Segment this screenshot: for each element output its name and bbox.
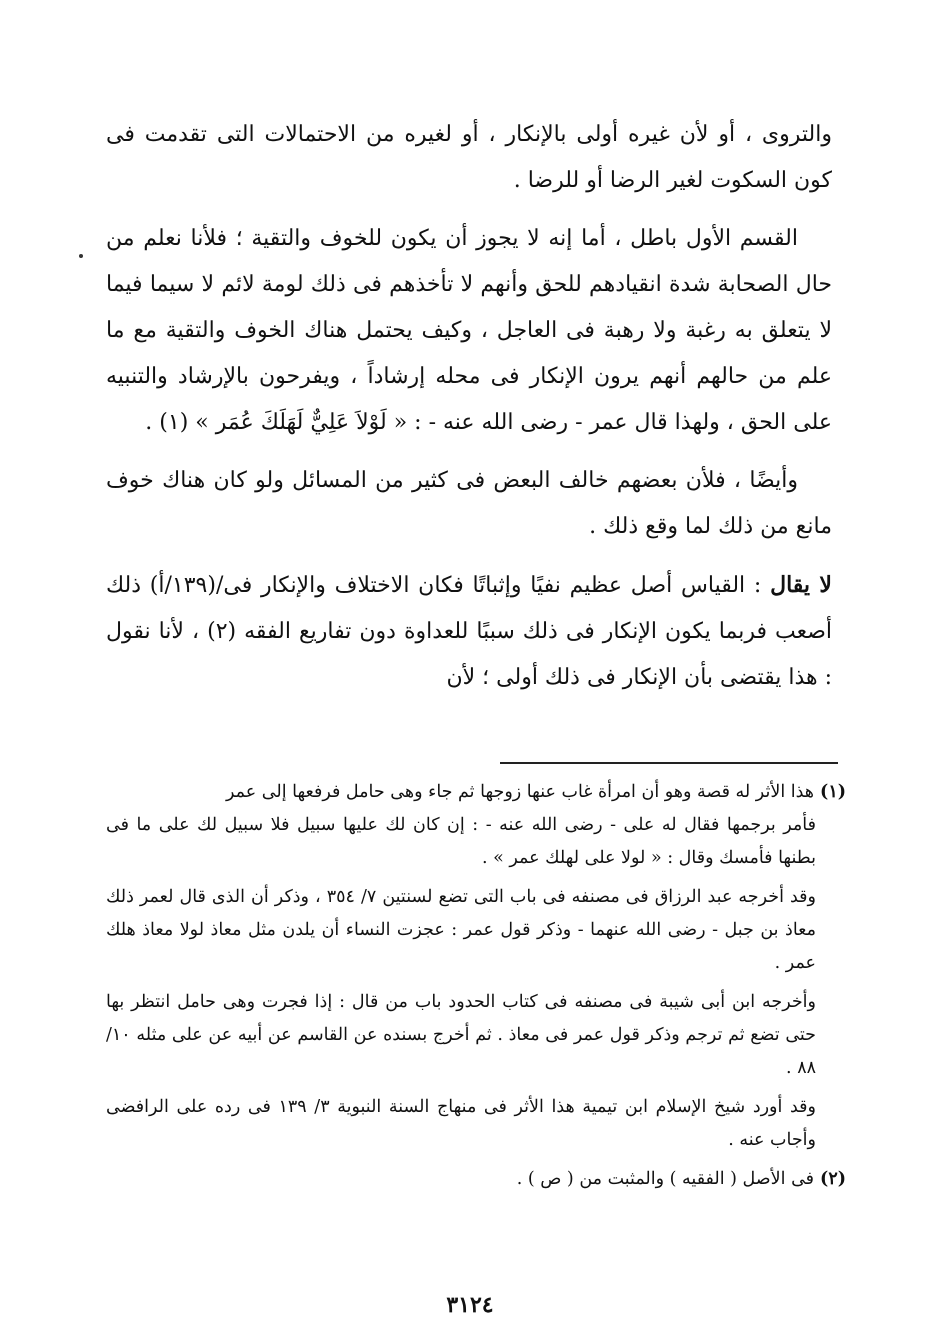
footnote-2-text: فى الأصل ( الفقيه ) والمثبت من ( ص ) . <box>516 1169 815 1189</box>
lead-term: لا يقال <box>770 572 832 598</box>
footnote-1-line-2: فأمر برجمها فقال له على - رضى الله عنه - : إن كان لك عليها سبيل فلا سبيل لك على ما فى بطنها فأمسك وقال : « لولا على لهلك عمر » . <box>106 815 816 868</box>
paragraph-2: القسم الأول باطل ، أما إنه لا يجوز أن يكون للخوف والتقية ؛ فلأنا نعلم من حال الصحابة شدة انقيادهم للحق وأنهم لا تأخذهم فى ذلك لومة لائم لا سيما فيما لا يتعلق به رغبة ولا رهبة فى العاجل ، وكيف يحتمل هناك الخوف والتقية مع ما علم من حالهم أنهم يرون الإنكار فى محله إرشاداً ، ويفرحون بالإرشاد والتنبيه على الحق ، ولهذا قال عمر - رضى الله عنه - : « لَوْلاَ عَلِيٌّ لَهَلَكَ عُمَر » (١) . <box>106 226 832 435</box>
paragraph-1: والتروى ، أو لأن غيره أولى بالإنكار ، أو لغيره من الاحتمالات التى تقدمت فى كون السكوت لغير الرضا أو للرضا . <box>106 122 832 193</box>
page-number: ٣١٢٤ <box>446 1292 494 1318</box>
footnote-1-number: (١) <box>820 782 846 802</box>
main-text <box>106 112 832 701</box>
paragraph-3: وأيضًا ، فلأن بعضهم خالف البعض فى كثير من المسائل ولو كان هناك خوف مانع من ذلك لما وقع ذلك . <box>106 468 832 539</box>
footnote-1 <box>106 776 846 809</box>
paragraph-4-text: : القياس أصل عظيم نفيًا وإثباتًا فكان الاختلاف والإنكار فى/(١٣٩/أ) ذلك أصعب فربما يكون الإنكار فى ذلك سببًا للعداوة دون تفاريع الفقه (٢) ، لأنا نقول : هذا يقتضى بأن الإنكار فى ذلك أولى ؛ لأن <box>106 573 832 690</box>
footnote-1-para-2: وقد أخرجه عبد الرزاق فى مصنفه فى باب التى تضع لسنتين ٧/ ٣٥٤ ، وذكر أن الذى قال لعمر ذلك معاذ بن جبل - رضى الله عنهما - وذكر قول عمر : عجزت النساء أن يلدن مثل معاذ لولا معاذ هلك عمر . <box>106 887 816 973</box>
footnote-2-number: (٢) <box>820 1169 846 1189</box>
footnote-separator <box>500 762 838 764</box>
footnote-1-line-1: هذا الأثر له قصة وهو أن امرأة غاب عنها زوجها ثم جاء وهى حامل فرفعها إلى عمر <box>226 782 815 802</box>
footnote-2 <box>106 1163 846 1196</box>
footnotes <box>106 776 846 1196</box>
paragraph-4 <box>106 562 832 701</box>
scan-speck <box>79 254 83 258</box>
footnote-1-para-3: وأخرجه ابن أبى شيبة فى مصنفه فى كتاب الحدود باب من قال : إذا فجرت وهى حامل انتظر بها حتى تضع ثم ترجم وذكر قول عمر فى معاذ . ثم أخرج بسنده عن القاسم عن أبيه عن على مثله ١٠/ ٨٨ . <box>106 992 816 1078</box>
footnote-1-para-4: وقد أورد شيخ الإسلام ابن تيمية هذا الأثر فى منهاج السنة النبوية ٣/ ١٣٩ فى رده على الرافضى وأجاب عنه . <box>106 1097 816 1150</box>
